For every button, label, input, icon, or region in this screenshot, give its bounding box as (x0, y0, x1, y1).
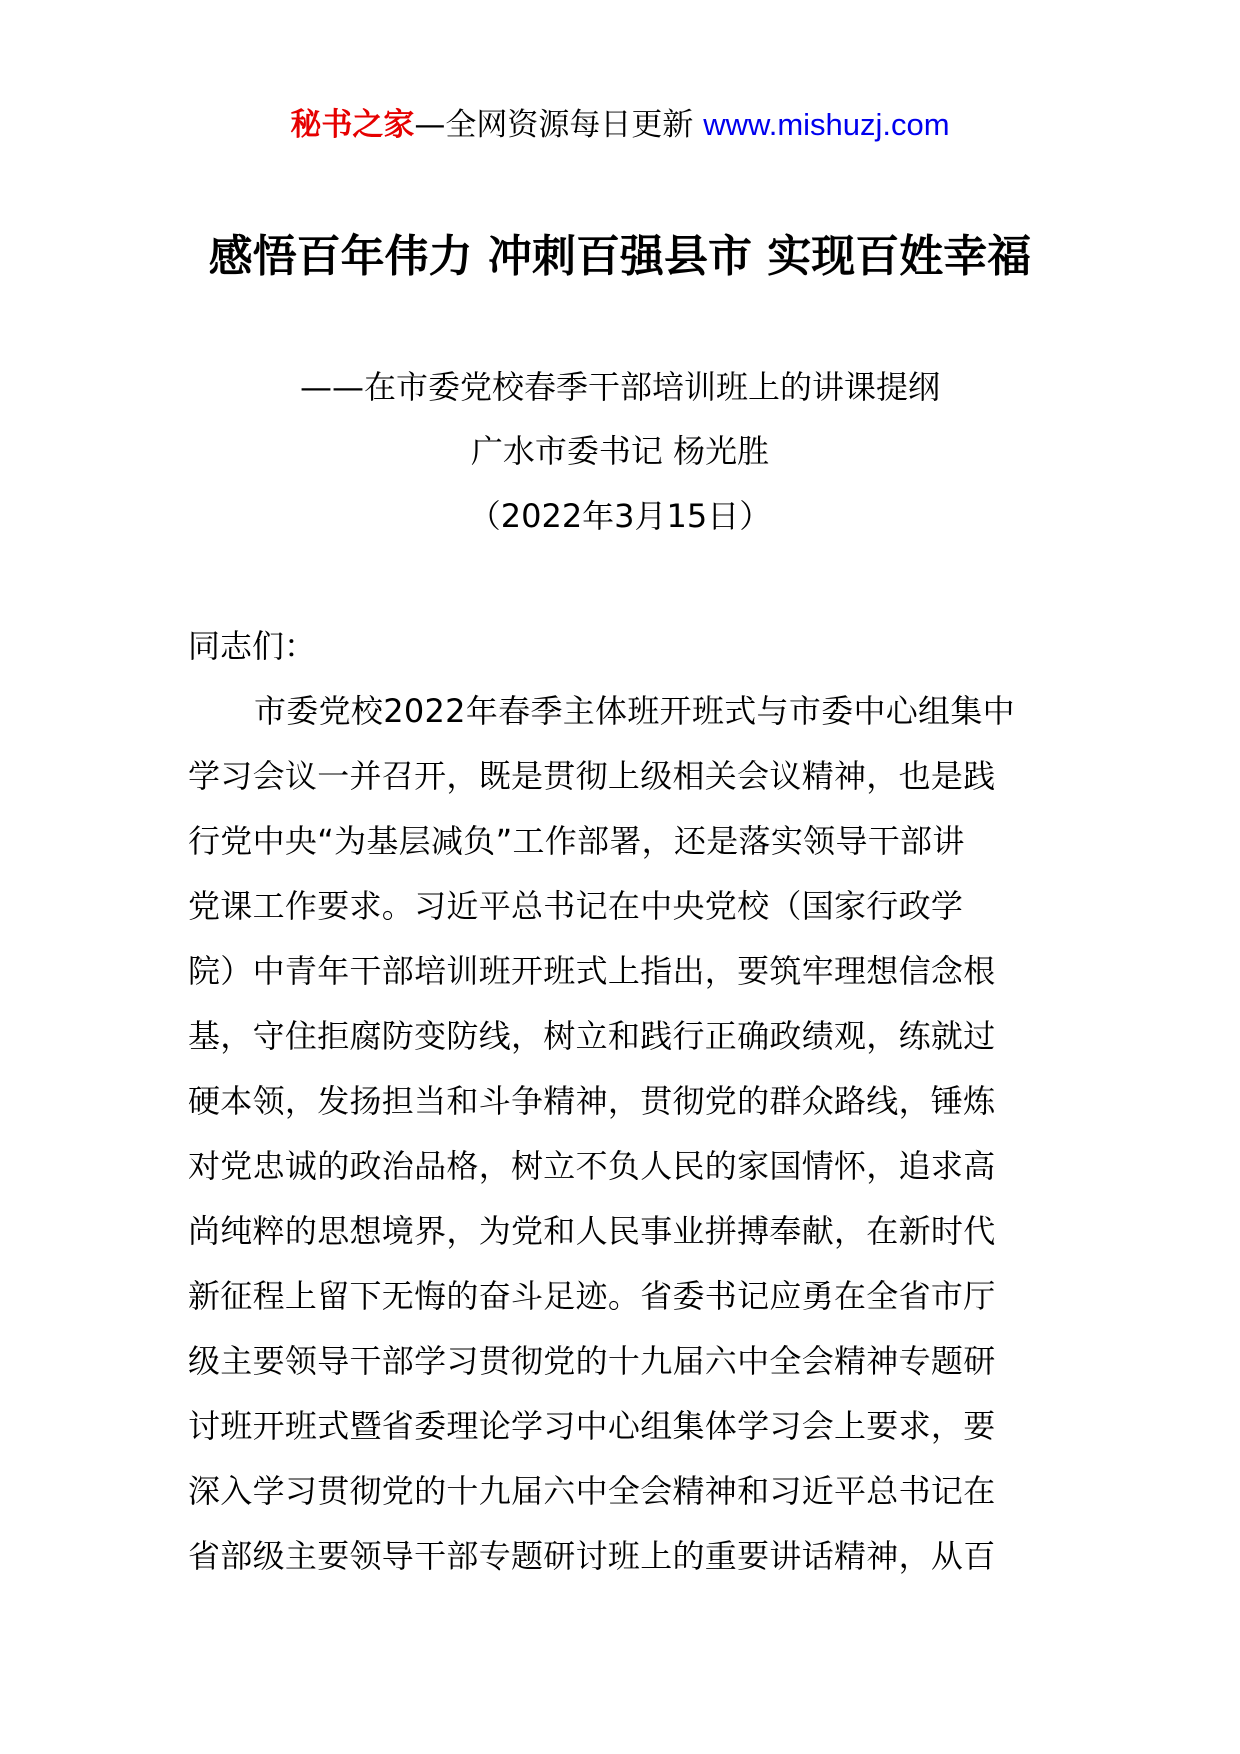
body-line: 对党忠诚的政治品格，树立不负人民的家国情怀，追求高 (188, 1147, 996, 1185)
body-line: 基，守住拒腐防变防线，树立和践行正确政绩观，练就过 (188, 1017, 996, 1055)
author-line: 广水市委书记 杨光胜 (470, 432, 770, 470)
body-line: 深入学习贯彻党的十九届六中全会精神和习近平总书记在 (188, 1472, 996, 1510)
body-line: 硬本领，发扬担当和斗争精神，贯彻党的群众路线，锤炼 (188, 1082, 996, 1120)
document-subtitle: ——在市委党校春季干部培训班上的讲课提纲 (299, 368, 940, 406)
body-line: 讨班开班式暨省委理论学习中心组集体学习会上要求，要 (188, 1407, 996, 1445)
body-line: 级主要领导干部学习贯彻党的十九届六中全会精神专题研 (188, 1342, 996, 1380)
body-line: 行党中央“为基层减负”工作部署，还是落实领导干部讲 (188, 822, 965, 860)
brand-name: 秘书之家 (290, 107, 415, 143)
body-line: 尚纯粹的思想境界，为党和人民事业拼搏奉献，在新时代 (188, 1212, 996, 1250)
body-line: 党课工作要求。习近平总书记在中央党校（国家行政学 (188, 887, 964, 925)
site-url-link[interactable]: www.mishuzj.com (703, 107, 950, 142)
header-tagline: —全网资源每日更新 (414, 107, 704, 143)
site-header (0, 102, 1240, 148)
document-title: 感悟百年伟力 冲刺百强县市 实现百姓幸福 (208, 231, 1032, 282)
body-line: 省部级主要领导干部专题研讨班上的重要讲话精神，从百 (188, 1537, 996, 1575)
body-line: 新征程上留下无悔的奋斗足迹。省委书记应勇在全省市厅 (188, 1277, 996, 1315)
body-line: 学习会议一并召开，既是贯彻上级相关会议精神，也是践 (188, 757, 996, 795)
date-line: （2022年3月15日） (468, 497, 772, 535)
body-paragraph (188, 688, 1058, 1598)
salutation: 同志们： (188, 627, 317, 665)
body-line: 市委党校2022年春季主体班开班式与市委中心组集中 (254, 692, 1015, 730)
body-line: 院）中青年干部培训班开班式上指出，要筑牢理想信念根 (188, 952, 996, 990)
